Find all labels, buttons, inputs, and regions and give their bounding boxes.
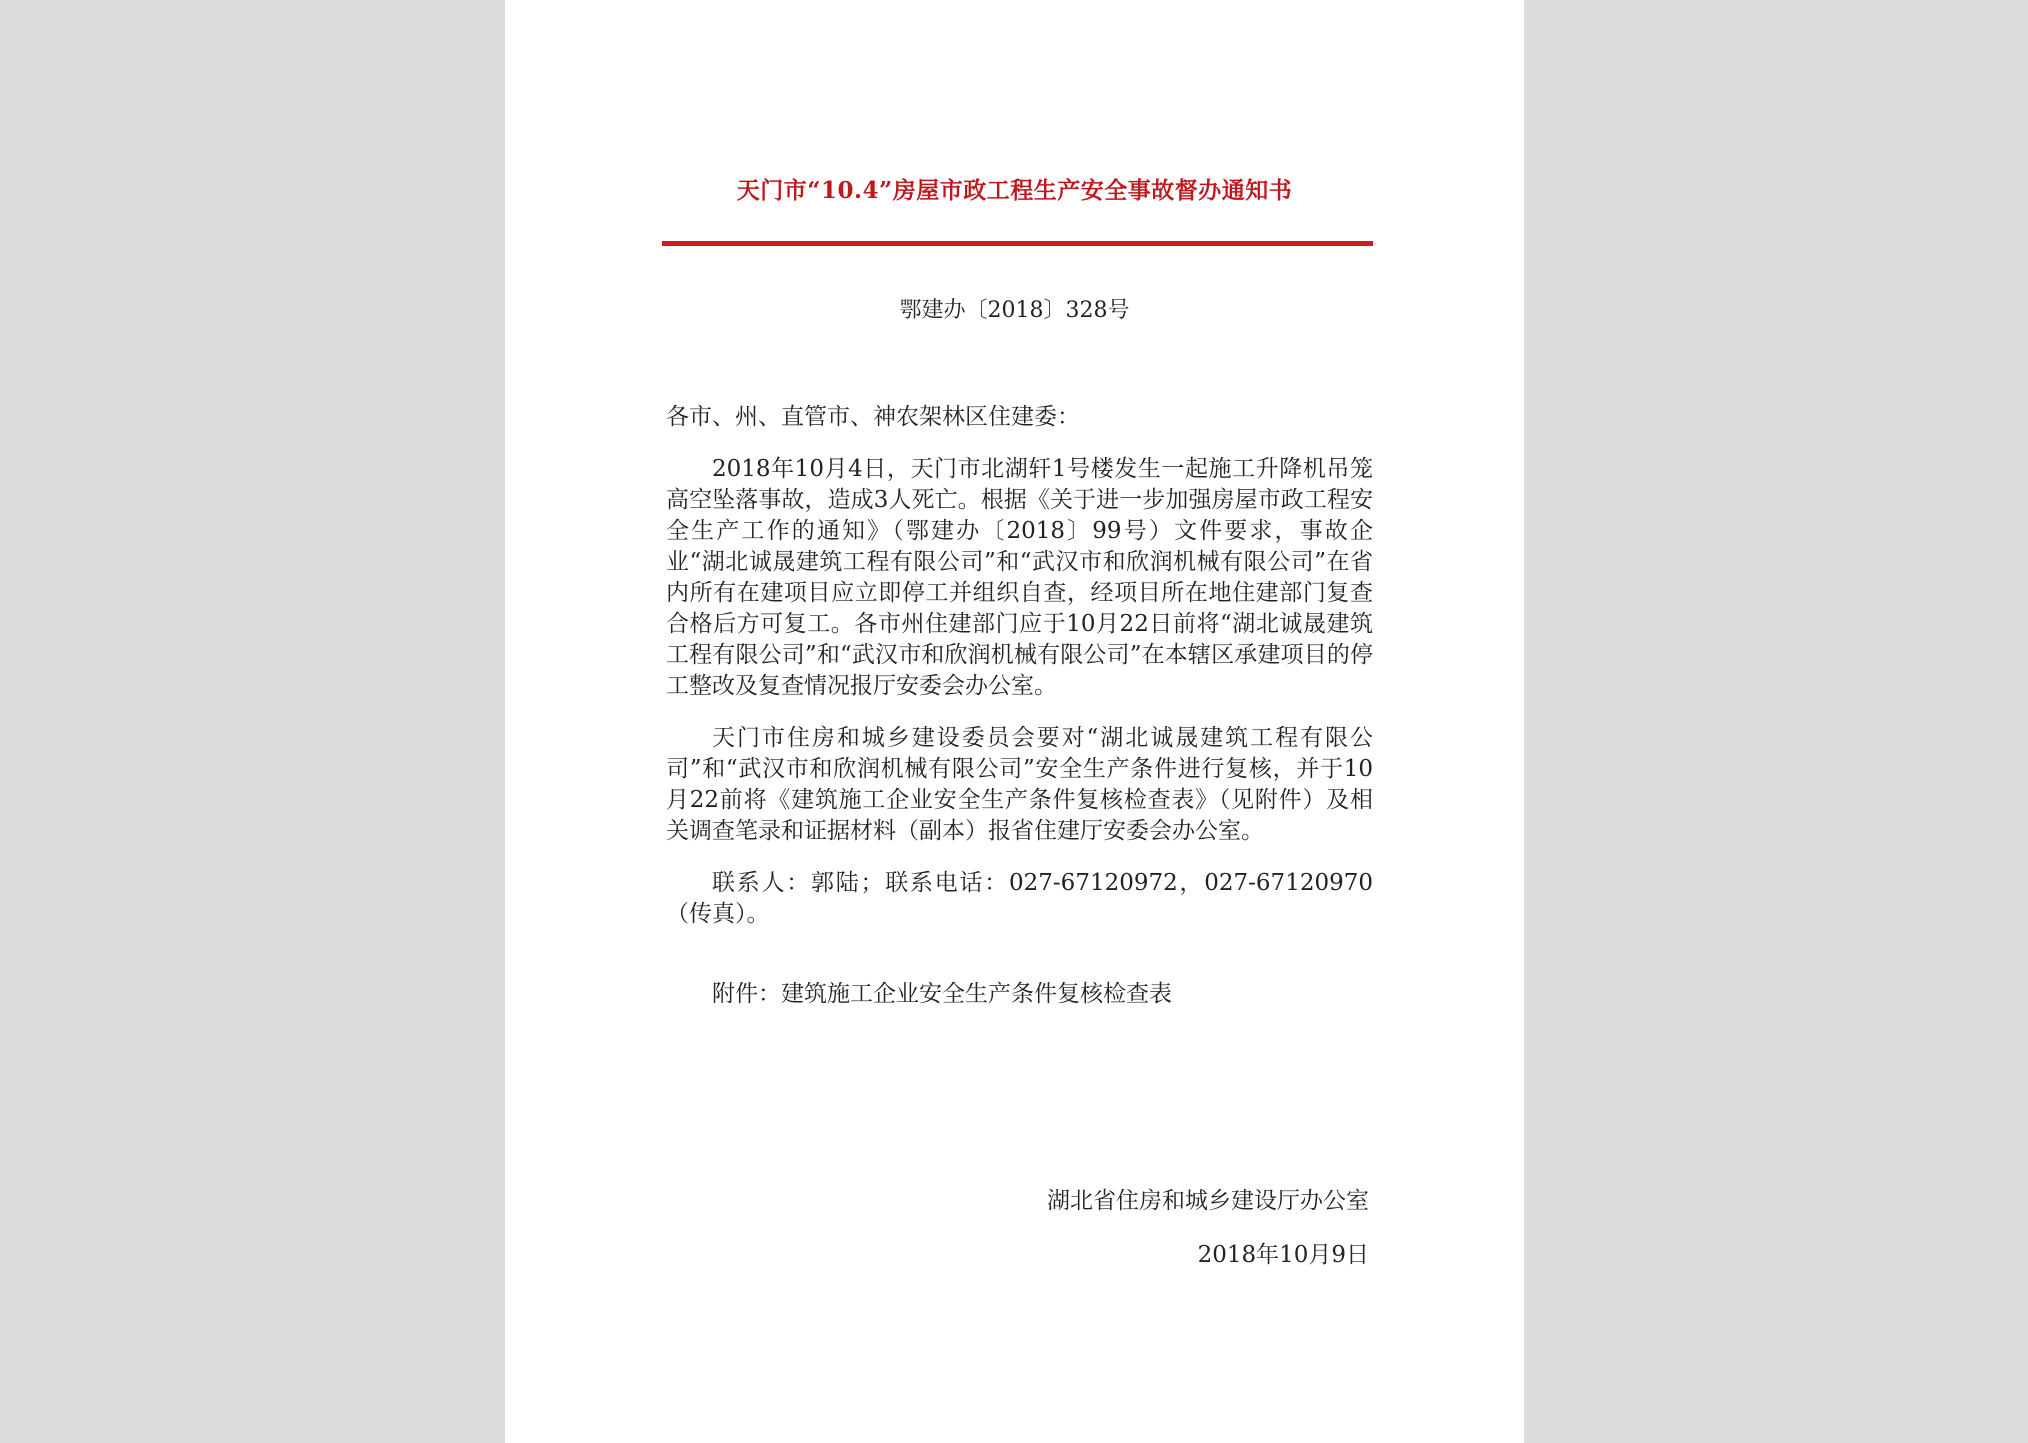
attachment-line: 附件：建筑施工企业安全生产条件复核检查表 <box>712 981 1172 1007</box>
paragraph-incident: 2018年10月4日，天门市北湖轩1号楼发生一起施工升降机吊笼高空坠落事故，造成3人死亡。根据《关于进一步加强房屋市政工程安全生产工作的通知》（鄂建办〔2018〕99号）文件要求，事故企业“湖北诚晟建筑工程有限公司”和“武汉市和欣润机械有限公司”在省内所有在建项目应立即停工并组织自查，经项目所在地住建部门复查合格后方可复工。各市州住建部门应于10月22日前将“湖北诚晟建筑工程有限公司”和“武汉市和欣润机械有限公司”在本辖区承建项目的停工整改及复查情况报厅安委会办公室。 <box>666 456 1373 699</box>
document-page <box>505 0 1524 1443</box>
salutation: 各市、州、直管市、神农架林区住建委： <box>666 404 1080 430</box>
document-number: 鄂建办〔2018〕328号 <box>899 298 1130 323</box>
issue-date: 2018年10月9日 <box>1197 1242 1369 1268</box>
signature-block <box>1047 1186 1369 1271</box>
paragraph-review: 天门市住房和城乡建设委员会要对“湖北诚晟建筑工程有限公司”和“武汉市和欣润机械有限公司”安全生产条件进行复核，并于10月22前将《建筑施工企业安全生产条件复核检查表》（见附件）及相关调查笔录和证据材料（副本）报省住建厅安委会办公室。 <box>666 725 1373 844</box>
paragraph-contact: 联系人：郭陆；联系电话：027-67120972，027-67120970（传真）。 <box>666 870 1373 927</box>
document-title: 天门市“10.4”房屋市政工程生产安全事故督办通知书 <box>736 177 1293 204</box>
issuer-name: 湖北省住房和城乡建设厅办公室 <box>1047 1188 1369 1214</box>
document-body <box>666 402 1373 1010</box>
red-header-rule <box>662 241 1373 246</box>
